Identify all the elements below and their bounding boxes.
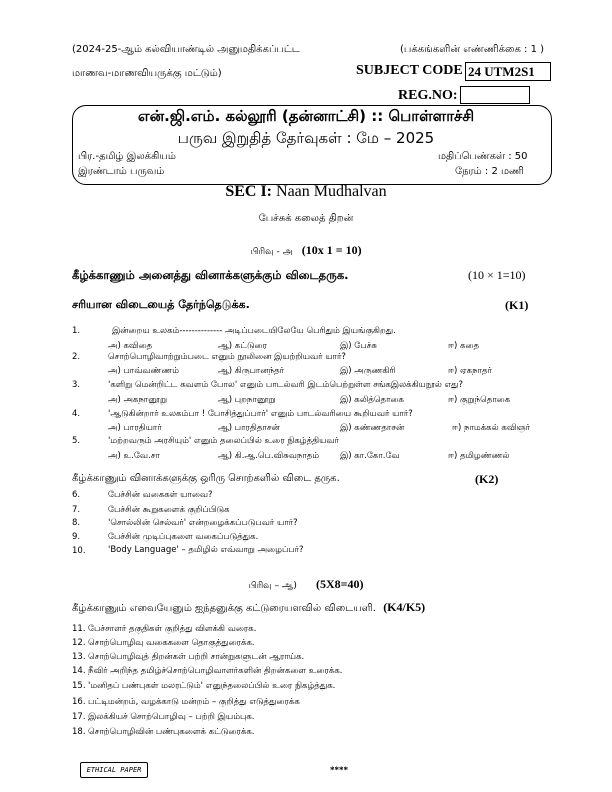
question-number: 3. bbox=[72, 380, 81, 390]
option: ஆ) கிருபானந்தர் bbox=[218, 366, 285, 376]
option: ஈ) ஏகநாதர் bbox=[448, 366, 492, 376]
question-number: 11. bbox=[72, 624, 86, 634]
question-number: 8. bbox=[72, 518, 81, 528]
section-title bbox=[0, 183, 612, 201]
course-name: பிர.-தமிழ் இலக்கியம் bbox=[78, 151, 176, 162]
regno-label: REG.NO: bbox=[398, 88, 458, 103]
question-text: சொற்பொழிவு வகைகளை தொகுத்துரைக்க. bbox=[88, 638, 255, 648]
part-b-instruction-text: கீழ்க்காணும் எவையேனும் ஐந்தனுக்கு கட்டுரையளவில் விடையளி. bbox=[72, 603, 376, 614]
question-text: பேச்சாளர் தகுதிகள் குறித்து விளக்கி வரைக. bbox=[88, 624, 257, 634]
question-text: பேச்சின் முடிப்புகளை வகைப்படுத்துக. bbox=[108, 532, 259, 542]
part-b-heading bbox=[0, 573, 612, 592]
ethical-paper-stamp: ETHICAL PAPER bbox=[80, 762, 148, 778]
section-title-rest: Naan Mudhalvan bbox=[276, 183, 387, 200]
question-number: 1. bbox=[72, 326, 81, 336]
question-text: இலக்கியச் சொற்பொழிவு – பற்றி இயம்புக. bbox=[88, 712, 255, 722]
option: இ) பேச்சு bbox=[340, 341, 377, 351]
question-number: 5. bbox=[72, 436, 81, 446]
question-text: பேச்சின் கூறுகளைக் குறிப்பிடுக bbox=[108, 505, 230, 515]
option: இ) கலித்தொகை bbox=[340, 395, 404, 405]
part-a-label: பிரிவு - அ bbox=[250, 247, 293, 257]
option: அ) உ.வே.சா bbox=[108, 451, 160, 461]
paper-title: பேச்சுக் கலைத் திறன் bbox=[258, 213, 354, 224]
section-title-bold: SEC I: bbox=[225, 183, 273, 200]
regno-box bbox=[460, 86, 530, 104]
option: ஆ) புறநானூறு bbox=[218, 395, 276, 405]
part-b-instruction bbox=[72, 600, 425, 615]
instruction-all: கீழ்க்காணும் அனைத்து வினாக்களுக்கும் விடைதருக. bbox=[72, 268, 349, 282]
question-number: 17. bbox=[72, 712, 86, 722]
pages-note: (பக்கங்களின் எண்ணிக்கை : 1 ) bbox=[400, 44, 545, 55]
option: இ) கா.கோ.வே bbox=[340, 451, 400, 461]
question-text: சொற்பொழிவின் பண்புகளைக் கட்டுரைக்க. bbox=[88, 727, 255, 737]
question-number: 15. bbox=[72, 681, 86, 691]
question-number: 2. bbox=[72, 352, 81, 362]
question-text: 'சொல்லின் செல்வர்' என்றழைக்கப்படுபவர் யார்? bbox=[108, 518, 298, 528]
part-b-level: (K4/K5) bbox=[383, 600, 426, 614]
question-number: 16. bbox=[72, 697, 86, 707]
exam-title: பருவ இறுதித் தேர்வுகள் : மே – 2025 bbox=[177, 129, 435, 147]
subject-code-value: 24 UTM2S1 bbox=[465, 62, 551, 81]
students-note: மாணவ-மாணவியருக்கு மட்டும்) bbox=[72, 68, 222, 79]
choose-heading: சரியான விடையைத் தேர்ந்தெடுக்க. bbox=[72, 298, 250, 311]
option: அ) கவிதை bbox=[108, 341, 153, 351]
part-a-marks: (10x 1 = 10) bbox=[301, 243, 362, 257]
question-text: பட்டிமன்றம், வழக்காடு மன்றம் – குறித்து எடுத்துரைக்க bbox=[88, 697, 300, 707]
question-number: 13. bbox=[72, 652, 86, 662]
question-number: 6. bbox=[72, 490, 81, 500]
question-text: 'களிறு மென்றிட்ட கவளம் போல' எனும் பாடல்வரி இடம்பெற்றுள்ள சங்கஇலக்கியநூல் எது? bbox=[108, 380, 464, 390]
part-a-heading bbox=[0, 239, 612, 258]
option: இ) அருணகிரி bbox=[340, 366, 396, 376]
short-instruction: கீழ்க்காணும் வினாக்களுக்கு ஒரிரு சொற்களில் விடை தருக. bbox=[72, 473, 340, 484]
question-number: 10. bbox=[72, 546, 86, 556]
option: ஆ) கட்டுரை bbox=[218, 341, 267, 351]
option: ஈ) தமிழண்ணல் bbox=[448, 451, 510, 461]
option: அ) பாரதியார் bbox=[108, 423, 162, 433]
question-number: 14. bbox=[72, 666, 86, 676]
option: இ) கண்ணதாசன் bbox=[340, 423, 405, 433]
option: ஆ) பாரதிதாசன் bbox=[218, 423, 280, 433]
question-number: 4. bbox=[72, 409, 81, 419]
question-text: 'மற்றவரும் அரசியும்' எனும் தலைப்பில் உரை நிகழ்த்தியவர் bbox=[108, 436, 339, 446]
question-number: 18. bbox=[72, 727, 86, 737]
instruction-all-marks: (10 × 1=10) bbox=[468, 268, 526, 282]
question-number: 12. bbox=[72, 638, 86, 648]
subject-code-label: SUBJECT CODE bbox=[356, 63, 463, 78]
question-text: 'மனிதப் பண்புகள் மலரட்டும்' எனுந்தலைப்பில் உரை நிகழ்த்துக. bbox=[88, 681, 336, 691]
college-name: என்.ஜி.எம். கல்லூரி (தன்னாட்சி) :: பொள்ளாச்சி bbox=[137, 107, 475, 125]
option: ஈ) குறுந்தொகை bbox=[448, 395, 511, 405]
semester: இரண்டாம் பருவம் bbox=[78, 166, 165, 177]
year-note: (2024-25-ஆம் கல்வியாண்டில் அனுமதிக்கப்பட்ட bbox=[72, 44, 300, 55]
exam-time: நேரம் : 2 மணி bbox=[455, 166, 524, 177]
part-b-label: பிரிவு – ஆ) bbox=[248, 581, 297, 591]
option: ஆ) கி.ஆ.பெ.விசுவநாதம் bbox=[218, 451, 320, 461]
part-b-marks: (5X8=40) bbox=[316, 577, 364, 591]
end-mark: **** bbox=[330, 765, 348, 775]
option: ஈ) கதை bbox=[448, 341, 480, 351]
question-number: 9. bbox=[72, 532, 81, 542]
short-level: (K2) bbox=[475, 472, 499, 486]
question-text: 'Body Language' – தமிழில் எவ்வாறு அழைப்பர்? bbox=[108, 545, 304, 555]
question-text: சொற்பொழிவாற்றும்படை எனும் நூலினை இயற்றியவர் யார்? bbox=[108, 352, 346, 362]
question-text: பேச்சின் வகைகள் யாவை? bbox=[108, 490, 213, 500]
question-text: 'ஆடுகின்றார் உலகம்பா ! போசித்துப்பார்' எனும் பாடல்வரியை கூறியவர் யார்? bbox=[108, 409, 413, 419]
choose-level: (K1) bbox=[505, 298, 529, 312]
question-text: நீவிர் அறிந்த தமிழ்ச்சொற்பொழிவாளர்களின் திறன்களை உரைக்க. bbox=[88, 666, 343, 676]
option: ஈ) நாமக்கல் கவிஞர் bbox=[452, 423, 531, 433]
max-marks: மதிப்பெண்கள் : 50 bbox=[438, 151, 528, 162]
option: அ) அகநானூறு bbox=[108, 395, 168, 405]
question-text: சொற்பொழிவுத் திறன்கள் பற்றி சான்றுகளுடன் ஆராய்க. bbox=[88, 652, 305, 662]
option: அ) பாவ்வண்ணம் bbox=[108, 366, 179, 376]
question-number: 7. bbox=[72, 505, 81, 515]
question-text: இன்றைய உலகம்-------------- அடிப்படையிலேயே பெரிதும் இயங்குகிறது. bbox=[112, 326, 396, 336]
